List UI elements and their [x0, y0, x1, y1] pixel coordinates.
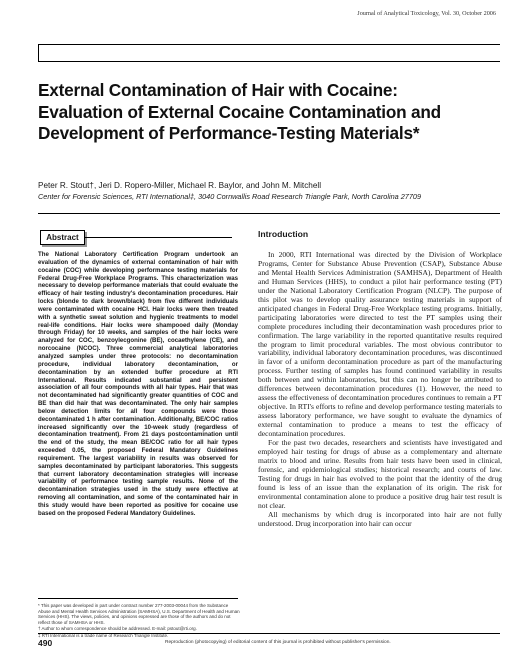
- footnote: † Author to whom correspondence should be addressed. E-mail: pstout@rti.org.: [38, 626, 197, 631]
- abstract-label: Abstract: [40, 230, 85, 245]
- intro-paragraph: All mechanisms by which drug is incorporated into hair are not fully understood. Drug incorporation into hair can occur: [258, 509, 502, 528]
- title-line: Development of Performance-Testing Materials*: [38, 123, 420, 143]
- intro-paragraph: For the past two decades, researchers and scientists have investigated and employed hair testing for drugs of abuse as a complementary and alternate matrix to blood and urine. Results from hair tests have been used in clinical, forensic, and epidemiological studies; historical research; and courts of law. Testing for drugs in hair has evolved to the point that the identity of the drug found is less of an issue than the explanation of its origin. The risk for environmental contamination alone to produce a positive drug hair test result is not clear.: [258, 438, 502, 510]
- journal-header: Journal of Analytical Toxicology, Vol. 30, October 2006: [357, 10, 496, 17]
- introduction-body: [258, 251, 502, 529]
- introduction-heading: Introduction: [258, 229, 309, 239]
- author-affiliation: Center for Forensic Sciences, RTI International‡, 3040 Cornwallis Road Research Triangle Park, North Carolina 27709: [38, 192, 422, 201]
- title-line: Evaluation of External Cocaine Contamination and: [38, 101, 441, 122]
- footnote: ‡ RTI International is a trade name of Research Triangle Institute.: [38, 632, 169, 638]
- section-divider: [38, 213, 500, 214]
- abstract-text: The National Laboratory Certification Program undertook an evaluation of the dynamics of external contamination of hair with cocaine (COC) while developing performance testing materials for Federal Drug-Free Workplace Programs. This characterization was necessary to develop performance materials that could evaluate the efficacy of hair testing industry's decontamination procedures. Hair locks (blonde to dark brown/black) from five different individuals were contaminated with cocaine HCl. Hair locks were then treated with a synthetic sweat solution and hygienic treatments to model real-life conditions. Hair locks were shampooed daily (Monday through Friday) for 10 weeks, and samples of the hair locks were analyzed for COC, benzoylecgonine (BE), cocaethylene (CE), and norcocaine (NCOC). Three commercial analytical laboratories analyzed samples under three protocols: no decontamination procedure, individual laboratory decontamination, or decontamination by an extended buffer procedure at RTI International. Results indicated substantial and persistent association of all four compounds with all hair types. Hair that was not decontaminated had significantly greater quantities of COC and BE than did hair that was decontaminated. The only hair samples below detection limits for all four compounds were those decontaminated 1 h after contamination. Additionally, BE/COC ratios increased significantly over the 10-week study (regardless of decontamination treatment). From 21 days postcontamination until the end of the study, the mean BE/COC ratio for all hair types exceeded 0.05, the proposed Federal Mandatory Guidelines requirement. The largest variability in results was observed for samples decontaminated by participant laboratories. This suggests that current laboratory decontamination strategies will increase variability of performance testing sample results. None of the decontamination strategies used in the study were effective at removing all contamination, and some of the contaminated hair in this study would have been reported as positive for cocaine use based on the proposed Federal Mandatory Guidelines.: [38, 251, 238, 517]
- title-line: External Contamination of Hair with Cocaine:: [38, 80, 398, 100]
- page-number: 490: [38, 638, 53, 648]
- footnote-divider: [38, 598, 238, 599]
- reproduction-notice: Reproduction (photocopying) of editorial content of this journal is prohibited without publisher's permission.: [165, 640, 391, 645]
- intro-paragraph: In 2000, RTI International was directed by the Division of Workplace Programs, Center for Substance Abuse Prevention (CSAP), Substance Abuse and Mental Health Services Administration (SAMHSA), Department of Health and Human Services (HHS), to conduct a pilot hair performance testing (PT) under the National Laboratory Certification Program (NLCP). The purpose of this pilot was to develop quality assurance testing materials in support of anticipated changes in Federal Drug-Free Workplace testing programs. Initially, participating laboratories were directed to test the PT samples using their complete procedures including their decontamination wash procedures prior to confirmation. The large variability in the reported quantitative results required the program to limit procedural variables. The most obvious contributor to variability, individual laboratory decontamination procedures, was discontinued in favor of a uniform decontamination procedure as part of the manufacturing process. Further testing of samples has found continued variability in results both between and within laboratories, but this can no longer be attributed to differences between decontamination procedures (1). However, the need to assess the effectiveness of decontamination procedures continues to remain a PT objective. In RTI's efforts to refine and develop performance testing materials to assess laboratory performance, we have sought to evaluate the dynamics of external contamination to produce a means to test the efficacy of decontamination procedures.: [258, 250, 502, 439]
- footer-rule: [38, 633, 500, 634]
- abstract-label-rule: [84, 237, 232, 238]
- footnote: * This paper was developed in part under contract number 277-2003-00044 from the Substance Abuse and Mental Health Services Administration (SAMHSA), U.S. Department of Health and Human Services (HHS). The views, policies, and opinions expressed are those of the authors and do not reflect those of SAMHSA or HHS.: [38, 603, 240, 625]
- author-list: Peter R. Stout†, Jeri D. Ropero-Miller, Michael R. Baylor, and John M. Mitchell: [38, 181, 322, 190]
- header-bar: [38, 44, 500, 62]
- article-title: [38, 80, 503, 145]
